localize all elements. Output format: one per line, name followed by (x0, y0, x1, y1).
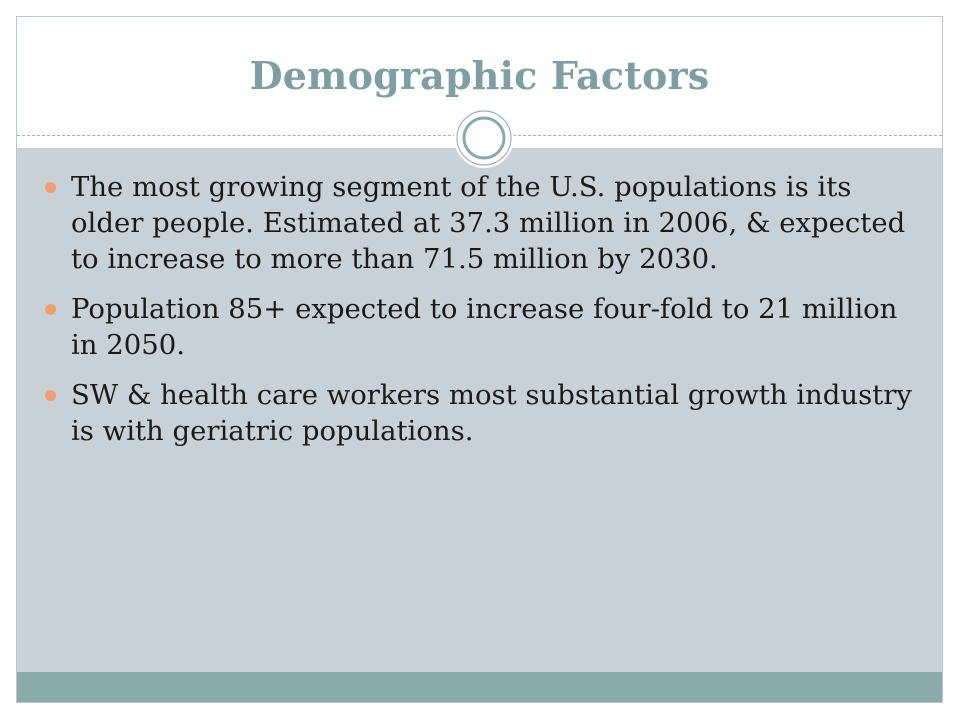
bullet-dot-icon (45, 304, 56, 315)
circle-ring-icon (454, 108, 514, 168)
bullet-text: Population 85+ expected to increase four-fold to 21 million in 2050. (71, 293, 898, 361)
bullet-list (41, 169, 921, 463)
bullet-item (41, 377, 921, 449)
bullet-text: The most growing segment of the U.S. populations is its older people. Estimated at 37.3 million in 2006, & expected to increase to more than 71.5 million by 2030. (71, 171, 906, 275)
bullet-dot-icon (45, 390, 56, 401)
slide-frame (16, 16, 943, 703)
bullet-item (41, 169, 921, 277)
slide-title: Demographic Factors (249, 53, 710, 98)
bullet-dot-icon (45, 182, 56, 193)
bullet-item (41, 291, 921, 363)
footer-band (17, 672, 942, 703)
bullet-text: SW & health care workers most substantial growth industry is with geriatric populations. (71, 379, 912, 447)
